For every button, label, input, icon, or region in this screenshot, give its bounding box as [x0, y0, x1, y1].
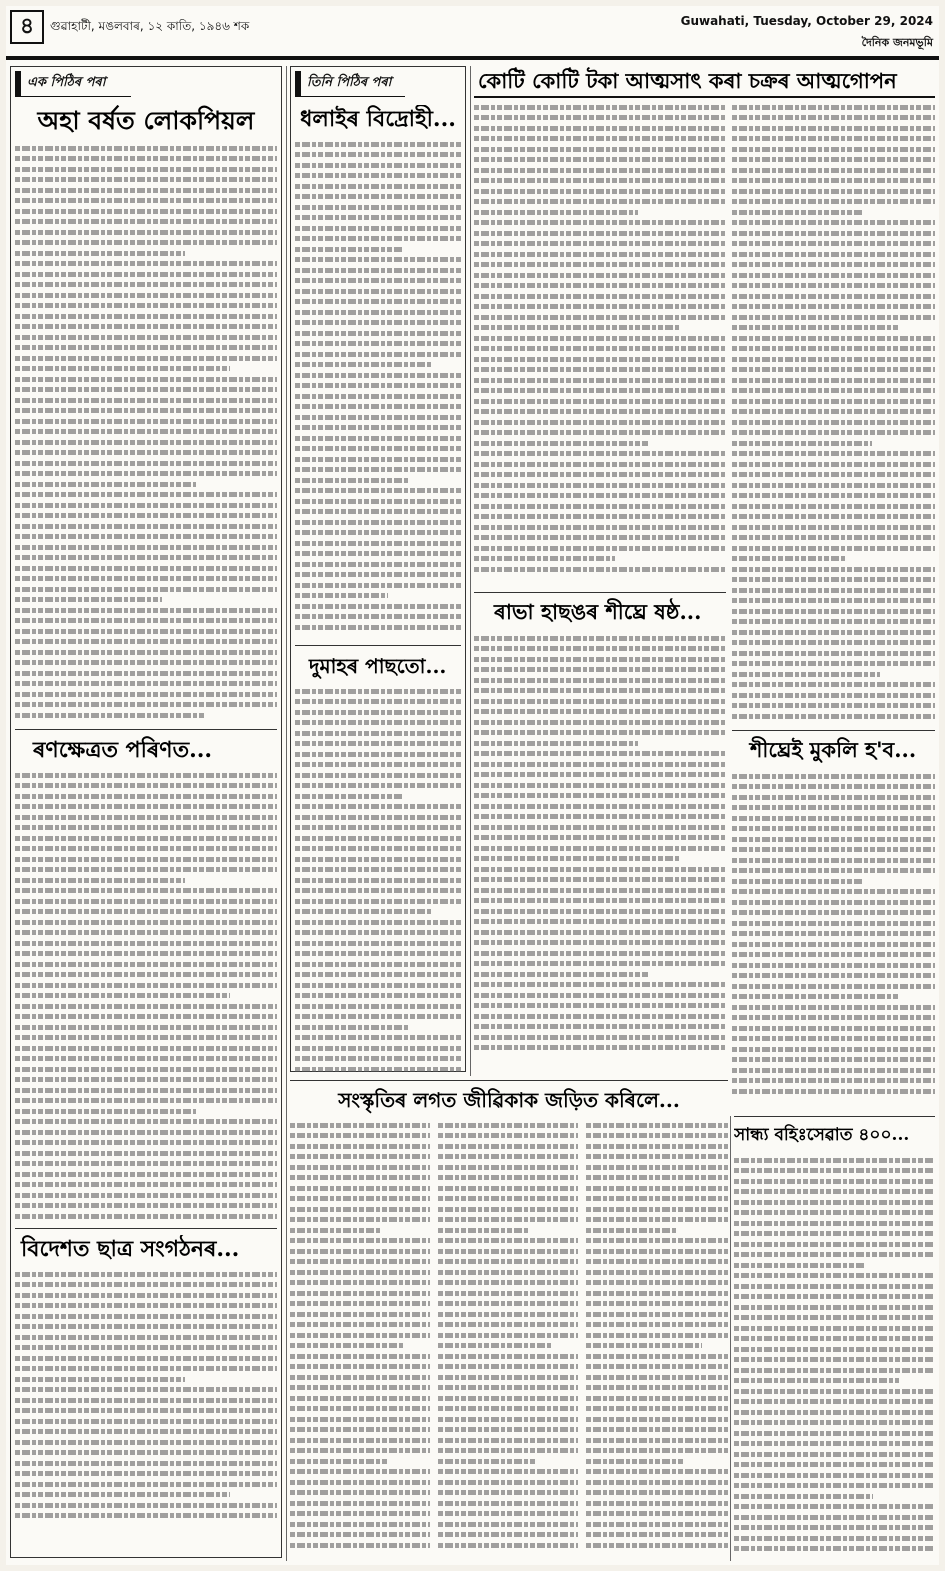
- col2-headline: ধলাইৰ বিদ্ৰোহী...: [300, 106, 456, 132]
- divider: [732, 730, 935, 731]
- masthead-brand: দৈনিক জনমভূমি: [861, 36, 933, 49]
- sheeghrei-mukoli-article: [732, 730, 935, 1108]
- col1-frame: [10, 66, 282, 1558]
- col2-frame: [290, 66, 466, 1072]
- col3-left-sub-column: [474, 102, 726, 582]
- divider: [734, 1116, 935, 1117]
- col2-article-body: [295, 139, 461, 639]
- culture-article-body-2: [438, 1120, 578, 1556]
- newspaper-page: [6, 6, 939, 1565]
- column-rule: [286, 66, 287, 1561]
- col3-right-sub-column: [732, 102, 935, 722]
- col3-sub-headline-1: ৰাভা হাছঙৰ শীঘ্ৰে ষষ্ঠ...: [494, 599, 702, 624]
- col1-article-body: [15, 143, 277, 723]
- column-rule: [470, 66, 471, 1076]
- col3-article-body-right: [732, 102, 935, 722]
- col2-sub-article-1-body: [295, 686, 461, 1076]
- culture-article-body-3: [586, 1120, 728, 1556]
- col3-headline: কোটি কোটি টকা আত্মসাৎ কৰা চক্ৰৰ আত্মগোপন: [474, 66, 935, 98]
- column-1: [10, 66, 282, 1561]
- col3-article-body-left: [474, 102, 726, 582]
- page-number: ৪: [10, 10, 44, 44]
- col1-headline: অহা বৰ্ষত লোকপিয়ল: [37, 106, 255, 135]
- divider: [290, 1080, 728, 1081]
- divider: [295, 645, 461, 646]
- right-dateline: Guwahati, Tuesday, October 29, 2024: [680, 14, 933, 28]
- evening-service-article: [734, 1116, 935, 1561]
- culture-livelihood-article: [290, 1080, 728, 1560]
- col1-sub-headline-2: বিদেশত ছাত্ৰ সংগঠনৰ...: [21, 1236, 240, 1262]
- col3-sub-article-4-body: [734, 1155, 935, 1559]
- col1-continued-label: এক পিঠিৰ পৰা: [15, 71, 131, 97]
- column-2: [290, 66, 466, 1076]
- divider: [15, 1228, 277, 1229]
- col3-sub-article-1-body: [474, 633, 726, 1061]
- col1-sub-article-2-body: [15, 1269, 277, 1521]
- col3-sub-headline-2: শীঘ্ৰেই মুকলি হ'ব...: [750, 737, 917, 762]
- col3-sub-article-2-body: [732, 771, 935, 1101]
- divider: [15, 729, 277, 730]
- column-rule: [730, 1116, 731, 1561]
- col3-sub-headline-3: সংস্কৃতিৰ লগত জীৱিকাক জড়িত কৰিলে...: [338, 1088, 680, 1112]
- col3-sub-headline-4: সান্ধ্য বহিঃসেৱাত ৪০০...: [734, 1125, 910, 1145]
- divider: [474, 592, 726, 593]
- left-dateline: গুৱাহাটী, মঙলবাৰ, ১২ কাতি, ১৯৪৬ শক: [50, 19, 250, 33]
- col1-sub-article-1-body: [15, 770, 277, 1222]
- rabha-hasong-article: [474, 592, 726, 1068]
- col1-sub-headline-1: ৰণক্ষেত্ৰত পৰিণত...: [33, 737, 213, 763]
- col2-continued-label: তিনি পিঠিৰ পৰা: [295, 71, 405, 97]
- page-header: [6, 6, 939, 64]
- culture-article-body-1: [290, 1120, 430, 1556]
- col2-sub-headline-1: দুমাহৰ পাছতো...: [309, 654, 447, 678]
- header-rule: [6, 56, 939, 60]
